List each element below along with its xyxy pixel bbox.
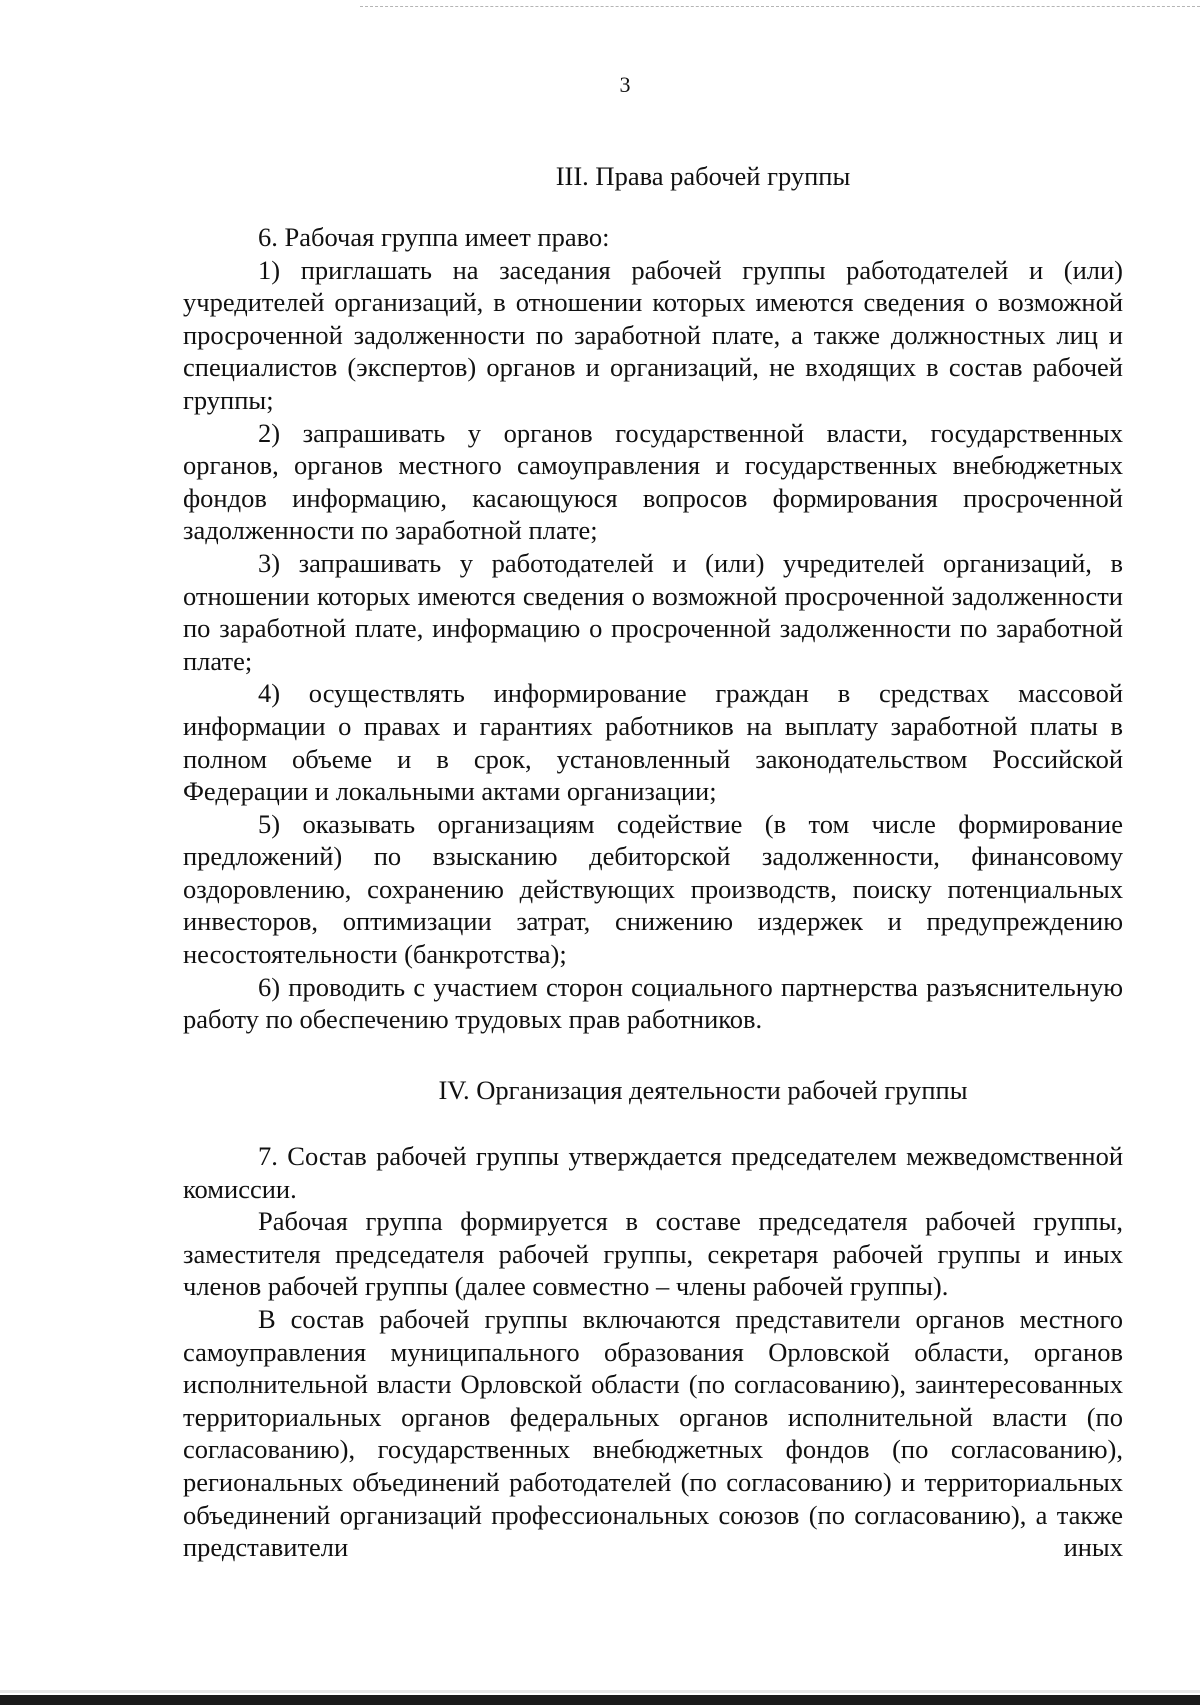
paragraph-6-item-2: 2) запрашивать у органов государственной власти, государственных органов, органов местного самоуправления и государственных внебюджетных фондов информацию, касающуюся вопросов формирования просроченной задолженности по заработной плате; [183, 417, 1123, 546]
paragraph-6-item-3: 3) запрашивать у работодателей и (или) учредителей организаций, в отношении которых имеются сведения о возможной просроченной задолженности по заработной плате, информацию о просроченной задолженности по заработной плате; [183, 547, 1123, 676]
page-number: 3 [619, 72, 631, 97]
paragraph-6-item-1: 1) приглашать на заседания рабочей группы работодателей и (или) учредителей организаций, в отношении которых имеются сведения о возможной просроченной задолженности по заработной плате, а также должностных лиц и специалистов (экспертов) органов и организаций, не входящих в состав рабочей группы; [183, 254, 1123, 415]
section-4-body [183, 1140, 1123, 1564]
paragraph-6-item-4: 4) осуществлять информирование граждан в средствах массовой информации о правах и гарантиях работников на выплату заработной платы в полном объеме и в срок, установленный законодательством Российской Федерации и локальными актами организации; [183, 678, 1123, 807]
section-3-body [183, 221, 1123, 1036]
paragraph-6-item-5: 5) оказывать организациям содействие (в том числе формирование предложений) по взысканию дебиторской задолженности, финансовому оздоровлению, сохранению действующих производств, поиску потенциальных инвесторов, оптимизации затрат, снижению издержек и предупреждению несостоятельности (банкротства); [183, 808, 1123, 970]
paragraph-6-intro: 6. Рабочая группа имеет право: [258, 222, 610, 252]
paragraph-7-composition: Рабочая группа формируется в составе председателя рабочей группы, заместителя председателя рабочей группы, секретаря рабочей группы и иных членов рабочей группы (далее совместно – члены рабочей группы). [183, 1206, 1123, 1302]
section-4-heading: IV. Организация деятельности рабочей группы [438, 1075, 968, 1105]
scan-bottom-edge-light [0, 1690, 1200, 1693]
paragraph-6-item-6: 6) проводить с участием сторон социального партнерства разъяснительную работу по обеспечению трудовых прав работников. [183, 971, 1123, 1035]
paragraph-7-members: В состав рабочей группы включаются представители органов местного самоуправления муниципального образования Орловской области, органов исполнительной власти Орловской области (по согласованию), заинтересованных территориальных органов федеральных органов исполнительной власти (по согласованию), государственных внебюджетных фондов (по согласованию), региональных объединений работодателей (по согласованию) и территориальных объединений организаций профессиональных союзов (по согласованию), а также представители иных [183, 1303, 1123, 1563]
scan-edge-line [360, 6, 1200, 7]
paragraph-7: 7. Состав рабочей группы утверждается председателем межведомственной комиссии. [183, 1141, 1123, 1204]
section-3-heading: III. Права рабочей группы [555, 161, 851, 191]
scan-bottom-edge [0, 1695, 1200, 1705]
